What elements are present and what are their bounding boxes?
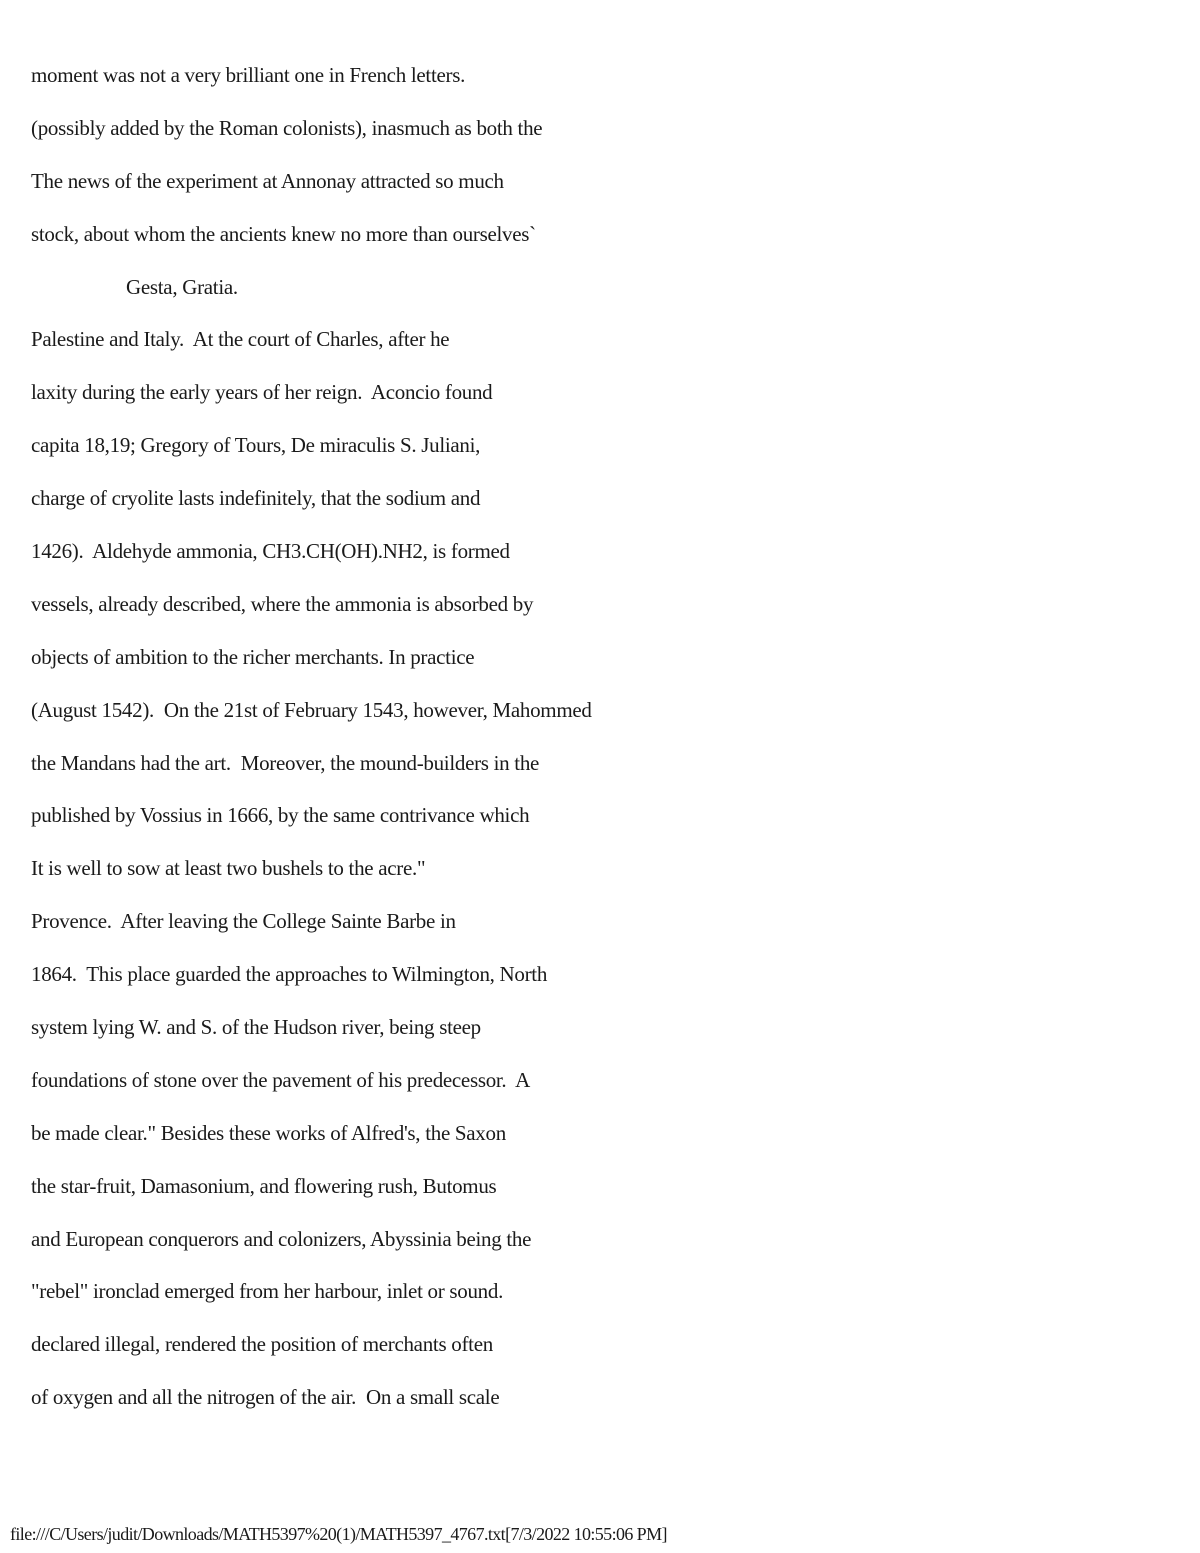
text-line: stock, about whom the ancients knew no more than ourselves` — [31, 221, 536, 246]
text-line: Gesta, Gratia. — [126, 274, 238, 299]
text-line: the star-fruit, Damasonium, and flowering rush, Butomus — [31, 1173, 497, 1198]
text-line: 1864. This place guarded the approaches to Wilmington, North — [31, 962, 548, 987]
text-line: "rebel" ironclad emerged from her harbour, inlet or sound. — [31, 1279, 504, 1304]
text-line: the Mandans had the art. Moreover, the mound-builders in the — [31, 750, 540, 775]
text-line: declared illegal, rendered the position of merchants often — [31, 1332, 493, 1357]
text-line: 1426). Aldehyde ammonia, CH3.CH(OH).NH2, is formed — [31, 539, 510, 564]
text-line: foundations of stone over the pavement of his predecessor. A — [31, 1067, 530, 1092]
text-line: capita 18,19; Gregory of Tours, De miraculis S. Juliani, — [31, 433, 481, 458]
text-line: laxity during the early years of her reign. Aconcio found — [31, 380, 493, 405]
text-line: of oxygen and all the nitrogen of the air. On a small scale — [31, 1385, 500, 1410]
text-line: vessels, already described, where the ammonia is absorbed by — [31, 591, 534, 616]
text-line: It is well to sow at least two bushels to the acre." — [31, 856, 426, 881]
text-line: system lying W. and S. of the Hudson river, being steep — [31, 1015, 481, 1040]
text-line: (August 1542). On the 21st of February 1543, however, Mahommed — [31, 697, 592, 722]
text-line: be made clear." Besides these works of Alfred's, the Saxon — [31, 1120, 506, 1145]
text-line: charge of cryolite lasts indefinitely, that the sodium and — [31, 486, 481, 511]
text-line: Palestine and Italy. At the court of Charles, after he — [31, 327, 450, 352]
document-body — [31, 56, 1171, 1431]
text-line: Provence. After leaving the College Sainte Barbe in — [31, 909, 456, 934]
text-line: The news of the experiment at Annonay attracted so much — [31, 168, 504, 193]
text-line: objects of ambition to the richer merchants. In practice — [31, 644, 475, 669]
file-path-footer: file:///C/Users/judit/Downloads/MATH5397%20(1)/MATH5397_4767.txt[7/3/2022 10:55:06 PM] — [10, 1524, 667, 1544]
text-line: (possibly added by the Roman colonists), inasmuch as both the — [31, 115, 543, 140]
text-line: and European conquerors and colonizers, Abyssinia being the — [31, 1226, 532, 1251]
text-line: published by Vossius in 1666, by the same contrivance which — [31, 803, 530, 828]
text-line: moment was not a very brilliant one in French letters. — [31, 63, 466, 87]
